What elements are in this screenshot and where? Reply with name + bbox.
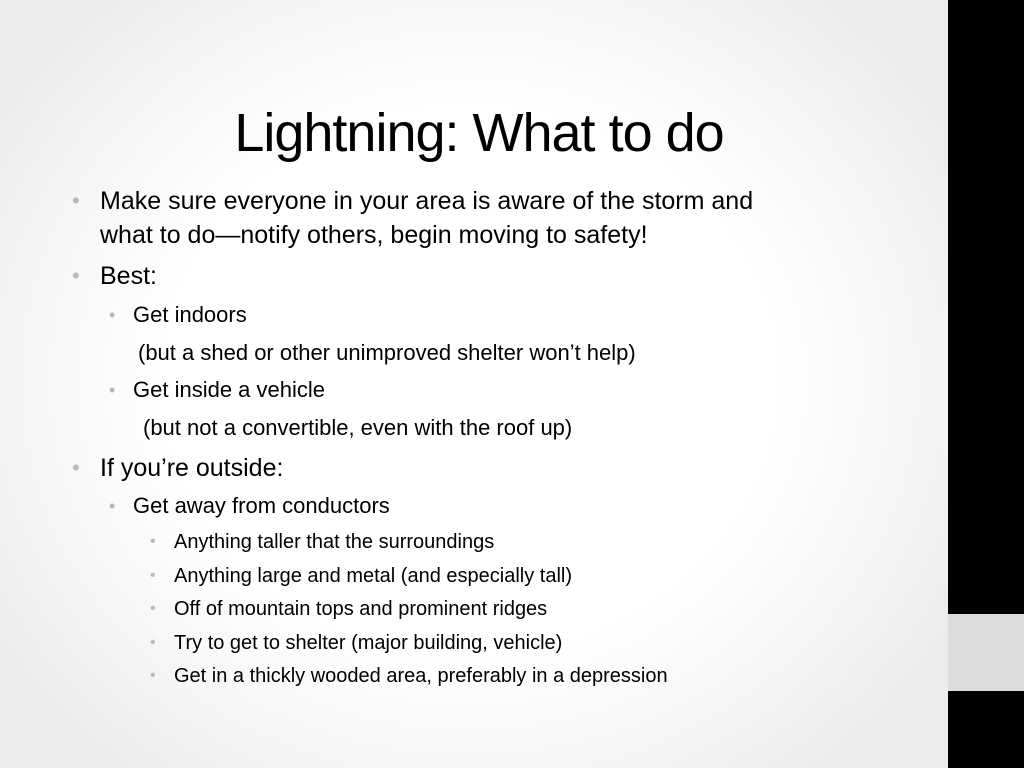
sub-bullet-item [109,300,247,330]
bullet-text: Best: [100,262,157,290]
bullet-text: If you’re outside: [100,454,284,482]
bullet-item [72,259,157,293]
bullet-dot: • [72,455,80,480]
bullet-text: Try to get to shelter (major building, vehicle) [174,632,563,654]
bullet-text: Get indoors [133,302,247,327]
sub-bullet-item [109,375,325,405]
bullet-text: Anything large and metal (and especially tall) [174,565,572,587]
sub-sub-bullet-item [150,528,495,556]
sub-sub-bullet-item [150,562,572,590]
bullet-note: (but a shed or other unimproved shelter won’t help) [138,340,636,365]
sub-sub-bullet-item [150,662,668,690]
bullet-note: (but not a convertible, even with the roof up) [143,415,573,440]
bullet-dot: • [150,567,156,584]
bullet-dot: • [72,188,80,213]
sub-bullet-item [109,491,390,521]
bullet-dot: • [109,380,116,400]
bullet-text: Anything taller that the surroundings [174,531,495,553]
bullet-text-line: what to do—notify others, begin moving to safety! [100,221,648,249]
bullet-text-line: Make sure everyone in your area is aware of the storm and [100,187,754,215]
bullet-item [72,184,754,252]
bullet-item [72,451,284,485]
bullet-dot: • [109,496,116,516]
bullet-text: Get in a thickly wooded area, preferably in a depression [174,665,668,687]
bullet-dot: • [109,305,116,325]
bullet-text: Get inside a vehicle [133,377,325,402]
sub-sub-bullet-item [150,595,548,623]
bullet-dot: • [150,667,156,684]
bullet-dot: • [150,533,156,550]
sub-sub-bullet-item [150,629,563,657]
bullet-dot: • [72,263,80,288]
slide-title: Lightning: What to do [234,103,724,164]
bullet-text: Get away from conductors [133,493,390,518]
bullet-dot: • [150,634,156,651]
bullet-text: Off of mountain tops and prominent ridges [174,598,548,620]
side-band-inset [948,614,1024,691]
bullet-dot: • [150,600,156,617]
